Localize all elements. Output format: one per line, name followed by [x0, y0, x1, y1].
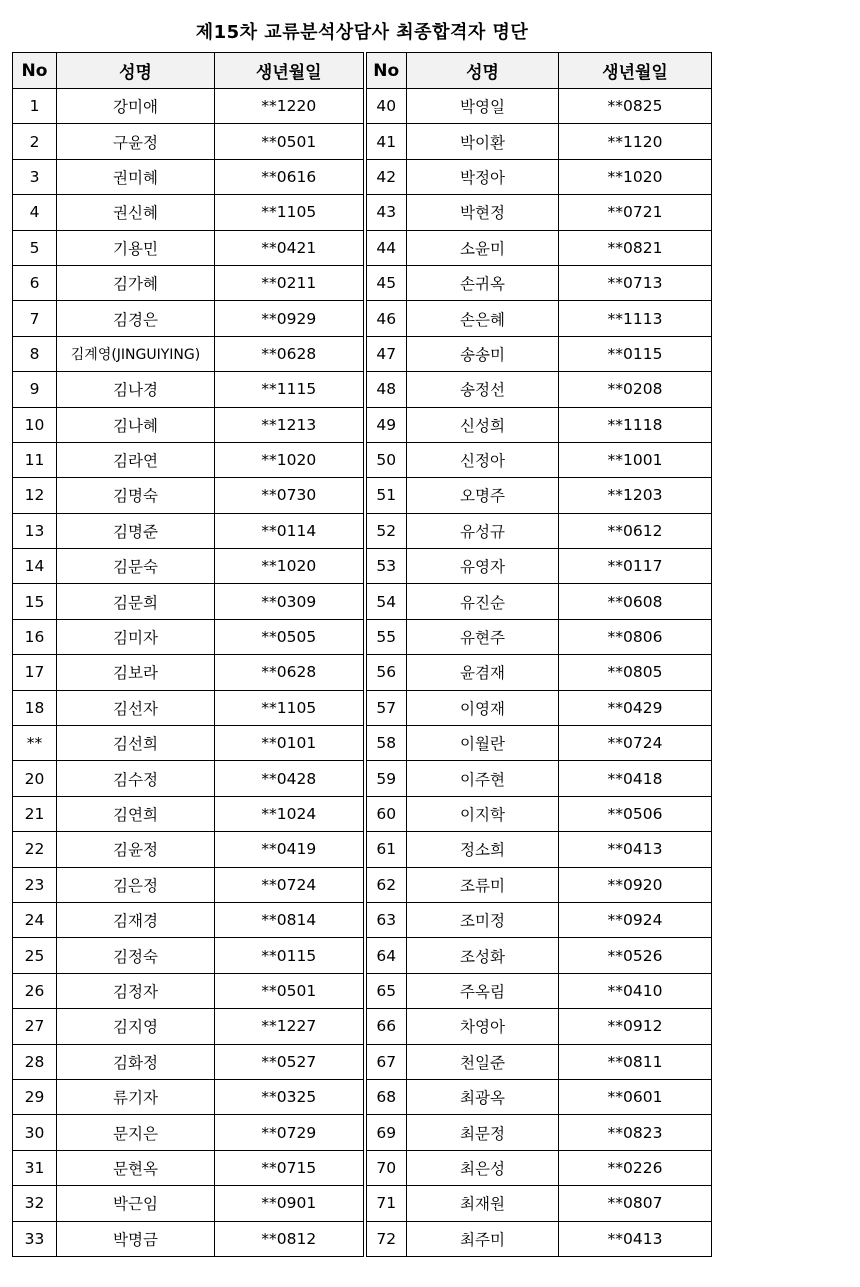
cell-no-2: 72	[365, 1221, 407, 1256]
table-row	[13, 796, 712, 831]
cell-birth: **0812	[215, 1221, 365, 1256]
cell-no: 23	[13, 867, 57, 902]
table-row	[13, 902, 712, 937]
table-row	[13, 372, 712, 407]
table-row	[13, 619, 712, 654]
cell-birth-2: **0821	[559, 230, 712, 265]
cell-name: 김연희	[57, 796, 215, 831]
cell-birth-2: **0811	[559, 1044, 712, 1079]
cell-birth: **0724	[215, 867, 365, 902]
cell-no-2: 71	[365, 1186, 407, 1221]
roster-body	[13, 89, 712, 1257]
cell-name: 김라연	[57, 442, 215, 477]
cell-name: 김가혜	[57, 265, 215, 300]
cell-no: 28	[13, 1044, 57, 1079]
cell-birth: **1105	[215, 195, 365, 230]
table-row	[13, 513, 712, 548]
cell-no-2: 41	[365, 124, 407, 159]
header-no: No	[13, 53, 57, 89]
table-row	[13, 442, 712, 477]
cell-name: 김은정	[57, 867, 215, 902]
cell-birth: **0814	[215, 902, 365, 937]
table-row	[13, 584, 712, 619]
cell-name: 구윤정	[57, 124, 215, 159]
cell-no: 5	[13, 230, 57, 265]
cell-no-2: 66	[365, 1009, 407, 1044]
cell-no-2: 55	[365, 619, 407, 654]
table-row	[13, 1186, 712, 1221]
cell-birth-2: **0920	[559, 867, 712, 902]
cell-birth-2: **0608	[559, 584, 712, 619]
cell-name-2: 이영재	[407, 690, 559, 725]
table-row	[13, 726, 712, 761]
cell-birth: **0309	[215, 584, 365, 619]
cell-no: 2	[13, 124, 57, 159]
cell-birth-2: **0418	[559, 761, 712, 796]
header-name: 성명	[57, 53, 215, 89]
cell-name-2: 박이환	[407, 124, 559, 159]
cell-name-2: 최광옥	[407, 1079, 559, 1114]
cell-no-2: 61	[365, 832, 407, 867]
cell-no-2: 44	[365, 230, 407, 265]
cell-birth-2: **1203	[559, 478, 712, 513]
table-row	[13, 159, 712, 194]
cell-name: 김나경	[57, 372, 215, 407]
cell-birth: **0115	[215, 938, 365, 973]
cell-birth-2: **0807	[559, 1186, 712, 1221]
cell-no-2: 40	[365, 89, 407, 124]
cell-birth-2: **0601	[559, 1079, 712, 1114]
cell-no: 24	[13, 902, 57, 937]
cell-no-2: 43	[365, 195, 407, 230]
cell-no-2: 51	[365, 478, 407, 513]
table-row	[13, 89, 712, 124]
cell-birth-2: **0410	[559, 973, 712, 1008]
cell-birth-2: **0805	[559, 655, 712, 690]
cell-birth: **0211	[215, 265, 365, 300]
table-row	[13, 195, 712, 230]
table-row	[13, 938, 712, 973]
cell-name: 김경은	[57, 301, 215, 336]
cell-birth: **1024	[215, 796, 365, 831]
cell-no-2: 45	[365, 265, 407, 300]
cell-birth-2: **0924	[559, 902, 712, 937]
roster-table	[12, 52, 712, 1257]
cell-name-2: 최재원	[407, 1186, 559, 1221]
document-title: 제15차 교류분석상담사 최종합격자 명단	[195, 22, 529, 43]
cell-no-2: 50	[365, 442, 407, 477]
cell-no: 1	[13, 89, 57, 124]
cell-no-2: 42	[365, 159, 407, 194]
cell-birth: **1115	[215, 372, 365, 407]
cell-name: 류기자	[57, 1079, 215, 1114]
table-row	[13, 230, 712, 265]
cell-birth: **0527	[215, 1044, 365, 1079]
cell-no: 6	[13, 265, 57, 300]
cell-no: 22	[13, 832, 57, 867]
table-row	[13, 124, 712, 159]
cell-no: 25	[13, 938, 57, 973]
cell-name-2: 윤겸재	[407, 655, 559, 690]
cell-no: 4	[13, 195, 57, 230]
cell-birth-2: **0429	[559, 690, 712, 725]
cell-no: 10	[13, 407, 57, 442]
cell-name-2: 송송미	[407, 336, 559, 371]
cell-no: 27	[13, 1009, 57, 1044]
cell-name-2: 신정아	[407, 442, 559, 477]
cell-no-2: 70	[365, 1150, 407, 1185]
cell-birth: **0730	[215, 478, 365, 513]
table-row	[13, 1009, 712, 1044]
header-row	[13, 53, 712, 89]
cell-name: 권미혜	[57, 159, 215, 194]
cell-name-2: 이월란	[407, 726, 559, 761]
cell-no-2: 56	[365, 655, 407, 690]
cell-no: 15	[13, 584, 57, 619]
cell-birth-2: **1113	[559, 301, 712, 336]
cell-no-2: 49	[365, 407, 407, 442]
cell-name: 강미애	[57, 89, 215, 124]
cell-birth: **1105	[215, 690, 365, 725]
cell-name-2: 조류미	[407, 867, 559, 902]
cell-no: 8	[13, 336, 57, 371]
cell-name-2: 조성화	[407, 938, 559, 973]
cell-name: 김명숙	[57, 478, 215, 513]
cell-name-2: 오명주	[407, 478, 559, 513]
cell-no-2: 47	[365, 336, 407, 371]
cell-name: 권신혜	[57, 195, 215, 230]
cell-no: 3	[13, 159, 57, 194]
cell-name-2: 소윤미	[407, 230, 559, 265]
cell-birth: **0325	[215, 1079, 365, 1114]
cell-name: 김화정	[57, 1044, 215, 1079]
cell-no-2: 46	[365, 301, 407, 336]
cell-name: 박근임	[57, 1186, 215, 1221]
table-row	[13, 265, 712, 300]
table-row	[13, 549, 712, 584]
cell-no-2: 59	[365, 761, 407, 796]
cell-birth-2: **0413	[559, 832, 712, 867]
cell-name: 박명금	[57, 1221, 215, 1256]
cell-no: 12	[13, 478, 57, 513]
cell-name: 문지은	[57, 1115, 215, 1150]
cell-name: 문현옥	[57, 1150, 215, 1185]
cell-name-2: 주옥림	[407, 973, 559, 1008]
cell-birth: **1227	[215, 1009, 365, 1044]
cell-no-2: 67	[365, 1044, 407, 1079]
table-row	[13, 301, 712, 336]
cell-name: 김명준	[57, 513, 215, 548]
table-row	[13, 407, 712, 442]
cell-no-2: 63	[365, 902, 407, 937]
cell-name: 김문숙	[57, 549, 215, 584]
cell-name-2: 이지학	[407, 796, 559, 831]
cell-birth: **0421	[215, 230, 365, 265]
cell-no-2: 69	[365, 1115, 407, 1150]
cell-birth-2: **0226	[559, 1150, 712, 1185]
cell-birth-2: **1120	[559, 124, 712, 159]
cell-birth-2: **0724	[559, 726, 712, 761]
cell-birth: **0101	[215, 726, 365, 761]
table-row	[13, 690, 712, 725]
cell-name: 김정자	[57, 973, 215, 1008]
header-birth: 생년월일	[215, 53, 365, 89]
cell-birth: **0715	[215, 1150, 365, 1185]
header-birth-2: 생년월일	[559, 53, 712, 89]
cell-birth-2: **0721	[559, 195, 712, 230]
cell-no: 17	[13, 655, 57, 690]
table-row	[13, 655, 712, 690]
cell-birth: **0501	[215, 124, 365, 159]
cell-no: 30	[13, 1115, 57, 1150]
cell-birth: **0729	[215, 1115, 365, 1150]
cell-name-2: 최은성	[407, 1150, 559, 1185]
cell-name-2: 유성규	[407, 513, 559, 548]
cell-name: 김지영	[57, 1009, 215, 1044]
cell-no: 20	[13, 761, 57, 796]
table-row	[13, 867, 712, 902]
table-row	[13, 336, 712, 371]
cell-name-2: 유현주	[407, 619, 559, 654]
cell-no: 18	[13, 690, 57, 725]
cell-name-2: 박정아	[407, 159, 559, 194]
cell-no-2: 57	[365, 690, 407, 725]
cell-name: 기용민	[57, 230, 215, 265]
cell-no: 31	[13, 1150, 57, 1185]
cell-name-2: 이주현	[407, 761, 559, 796]
cell-name-2: 조미정	[407, 902, 559, 937]
cell-no-2: 58	[365, 726, 407, 761]
cell-name-2: 손귀옥	[407, 265, 559, 300]
cell-birth-2: **1118	[559, 407, 712, 442]
cell-birth: **0505	[215, 619, 365, 654]
cell-birth-2: **0506	[559, 796, 712, 831]
cell-no: 11	[13, 442, 57, 477]
cell-name-2: 손은혜	[407, 301, 559, 336]
cell-birth-2: **0612	[559, 513, 712, 548]
cell-name-2: 신성희	[407, 407, 559, 442]
cell-birth: **0628	[215, 655, 365, 690]
cell-no: **	[13, 726, 57, 761]
cell-birth: **0501	[215, 973, 365, 1008]
cell-no-2: 68	[365, 1079, 407, 1114]
table-row	[13, 1150, 712, 1185]
table-row	[13, 478, 712, 513]
cell-no: 33	[13, 1221, 57, 1256]
cell-birth-2: **1020	[559, 159, 712, 194]
cell-no-2: 60	[365, 796, 407, 831]
cell-name: 김계영(JINGUIYING)	[57, 336, 215, 371]
cell-birth-2: **0208	[559, 372, 712, 407]
cell-name-2: 최주미	[407, 1221, 559, 1256]
cell-birth-2: **0806	[559, 619, 712, 654]
cell-name: 김선자	[57, 690, 215, 725]
cell-name: 김정숙	[57, 938, 215, 973]
cell-birth: **0114	[215, 513, 365, 548]
cell-name: 김윤정	[57, 832, 215, 867]
cell-no-2: 62	[365, 867, 407, 902]
cell-name-2: 천일준	[407, 1044, 559, 1079]
cell-no: 26	[13, 973, 57, 1008]
cell-no-2: 65	[365, 973, 407, 1008]
cell-birth: **0901	[215, 1186, 365, 1221]
cell-birth: **0419	[215, 832, 365, 867]
cell-birth: **1220	[215, 89, 365, 124]
cell-name-2: 정소희	[407, 832, 559, 867]
cell-no-2: 53	[365, 549, 407, 584]
cell-no: 21	[13, 796, 57, 831]
cell-birth: **0616	[215, 159, 365, 194]
cell-birth: **1020	[215, 442, 365, 477]
cell-no: 14	[13, 549, 57, 584]
table-row	[13, 1044, 712, 1079]
cell-birth-2: **1001	[559, 442, 712, 477]
cell-birth-2: **0912	[559, 1009, 712, 1044]
cell-birth: **0929	[215, 301, 365, 336]
cell-name-2: 송정선	[407, 372, 559, 407]
cell-name-2: 차영아	[407, 1009, 559, 1044]
cell-name: 김문희	[57, 584, 215, 619]
cell-no: 32	[13, 1186, 57, 1221]
table-row	[13, 1079, 712, 1114]
cell-no-2: 64	[365, 938, 407, 973]
table-row	[13, 973, 712, 1008]
cell-no: 29	[13, 1079, 57, 1114]
cell-name: 김나혜	[57, 407, 215, 442]
cell-birth-2: **0115	[559, 336, 712, 371]
cell-birth: **0628	[215, 336, 365, 371]
table-row	[13, 1221, 712, 1256]
table-row	[13, 1115, 712, 1150]
cell-name-2: 유영자	[407, 549, 559, 584]
cell-no: 13	[13, 513, 57, 548]
cell-birth: **1213	[215, 407, 365, 442]
cell-name-2: 최문정	[407, 1115, 559, 1150]
cell-name: 김재경	[57, 902, 215, 937]
cell-birth: **0428	[215, 761, 365, 796]
cell-name: 김선희	[57, 726, 215, 761]
cell-no-2: 54	[365, 584, 407, 619]
table-row	[13, 832, 712, 867]
cell-name: 김미자	[57, 619, 215, 654]
header-no-2: No	[365, 53, 407, 89]
cell-birth-2: **0413	[559, 1221, 712, 1256]
cell-no: 16	[13, 619, 57, 654]
cell-birth-2: **0823	[559, 1115, 712, 1150]
cell-no: 7	[13, 301, 57, 336]
table-row	[13, 761, 712, 796]
cell-no: 9	[13, 372, 57, 407]
cell-name-2: 박현정	[407, 195, 559, 230]
cell-birth-2: **0713	[559, 265, 712, 300]
cell-name: 김보라	[57, 655, 215, 690]
cell-birth-2: **0526	[559, 938, 712, 973]
cell-birth: **1020	[215, 549, 365, 584]
cell-birth-2: **0825	[559, 89, 712, 124]
cell-no-2: 52	[365, 513, 407, 548]
cell-name-2: 유진순	[407, 584, 559, 619]
cell-no-2: 48	[365, 372, 407, 407]
cell-name-2: 박영일	[407, 89, 559, 124]
header-name-2: 성명	[407, 53, 559, 89]
cell-birth-2: **0117	[559, 549, 712, 584]
cell-name: 김수정	[57, 761, 215, 796]
